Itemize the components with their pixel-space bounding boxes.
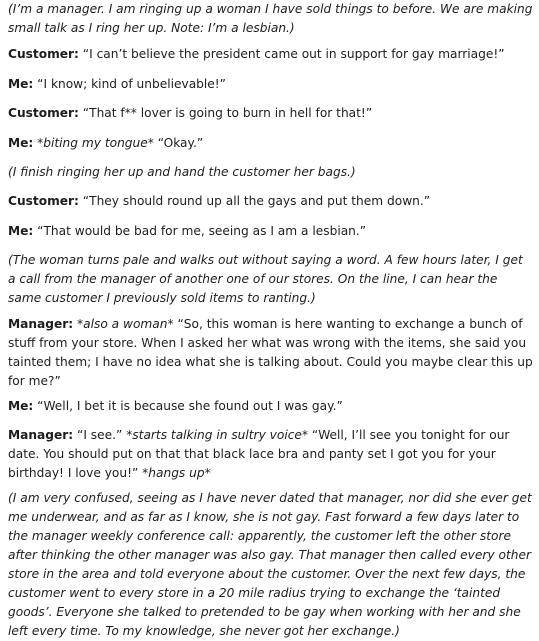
dialogue-line — [8, 45, 533, 64]
narration-paragraph: (I’m a manager. I am ringing up a woman I have sold things to before. We are making small talk as I ring her up. Note: I’m a lesbian.) — [8, 2, 533, 35]
dialogue-line — [8, 192, 533, 211]
dialogue-text: “Well, I’ll see you tonight for our date. You should put on that that black lace bra and panty set I got you for your birthday! I love you!” — [8, 428, 510, 480]
dialogue-text: “I can’t believe the president came out in support for gay marriage!” — [78, 47, 505, 61]
dialogue-text: “I know; kind of unbelievable!” — [33, 77, 226, 91]
speaker-label: Manager: — [8, 317, 74, 331]
dialogue-text: “That f** lover is going to burn in hell for that!” — [78, 106, 373, 120]
dialogue-text: “That would be bad for me, seeing as I am a lesbian.” — [33, 224, 367, 238]
dialogue-line — [8, 104, 533, 123]
stage-direction: *starts talking in sultry voice* — [122, 428, 309, 442]
speaker-label: Me: — [8, 224, 34, 238]
narration-paragraph: (I am very confused, seeing as I have never dated that manager, nor did she ever get me underwear, and as far as I know, she is not gay. Fast forward a few days later to the manager weekly conference call: apparently, the customer left the other store after thinking the other manager was also gay. That manager then called every other store in the area and told everyone about the customer. Over the next few days, the customer went to every store in a 20 mile radius trying to exchange the ‘tainted goods’. Everyone she talked to pretended to be gay when working with her and she left every time. To my knowledge, she never got her exchange.) — [8, 491, 532, 638]
stage-direction: *also a woman* — [73, 317, 174, 331]
dialogue-text: “Well, I bet it is because she found out I was gay.” — [33, 399, 343, 413]
speaker-label: Me: — [8, 136, 34, 150]
speaker-label: Me: — [8, 399, 34, 413]
dialogue-text: “Okay.” — [153, 136, 204, 150]
stage-direction: *biting my tongue* — [33, 136, 154, 150]
dialogue-line — [8, 397, 533, 416]
dialogue-text: “I see.” — [73, 428, 123, 442]
narration-paragraph: (The woman turns pale and walks out without saying a word. A few hours later, I get a call from the manager of another one of our stores. On the line, I can hear the same customer I previously sold items to ranting.) — [8, 253, 523, 305]
dialogue-line — [8, 134, 533, 153]
stage-direction: *hangs up* — [138, 466, 211, 480]
dialogue-text: “They should round up all the gays and put them down.” — [78, 194, 431, 208]
dialogue-line — [8, 75, 533, 94]
speaker-label: Customer: — [8, 47, 79, 61]
dialogue-line — [8, 315, 533, 391]
dialogue-line — [8, 222, 533, 241]
speaker-label: Customer: — [8, 194, 79, 208]
speaker-label: Customer: — [8, 106, 79, 120]
speaker-label: Manager: — [8, 428, 74, 442]
narration-paragraph: (I finish ringing her up and hand the customer her bags.) — [8, 165, 356, 179]
speaker-label: Me: — [8, 77, 34, 91]
dialogue-line — [8, 426, 533, 483]
dialogue-text: “So, this woman is here wanting to exchange a bunch of stuff from your store. When I asked her what was wrong with the items, she said you tainted them; I have no idea what she is talking about. Could you maybe clear this up for me?” — [8, 317, 533, 388]
